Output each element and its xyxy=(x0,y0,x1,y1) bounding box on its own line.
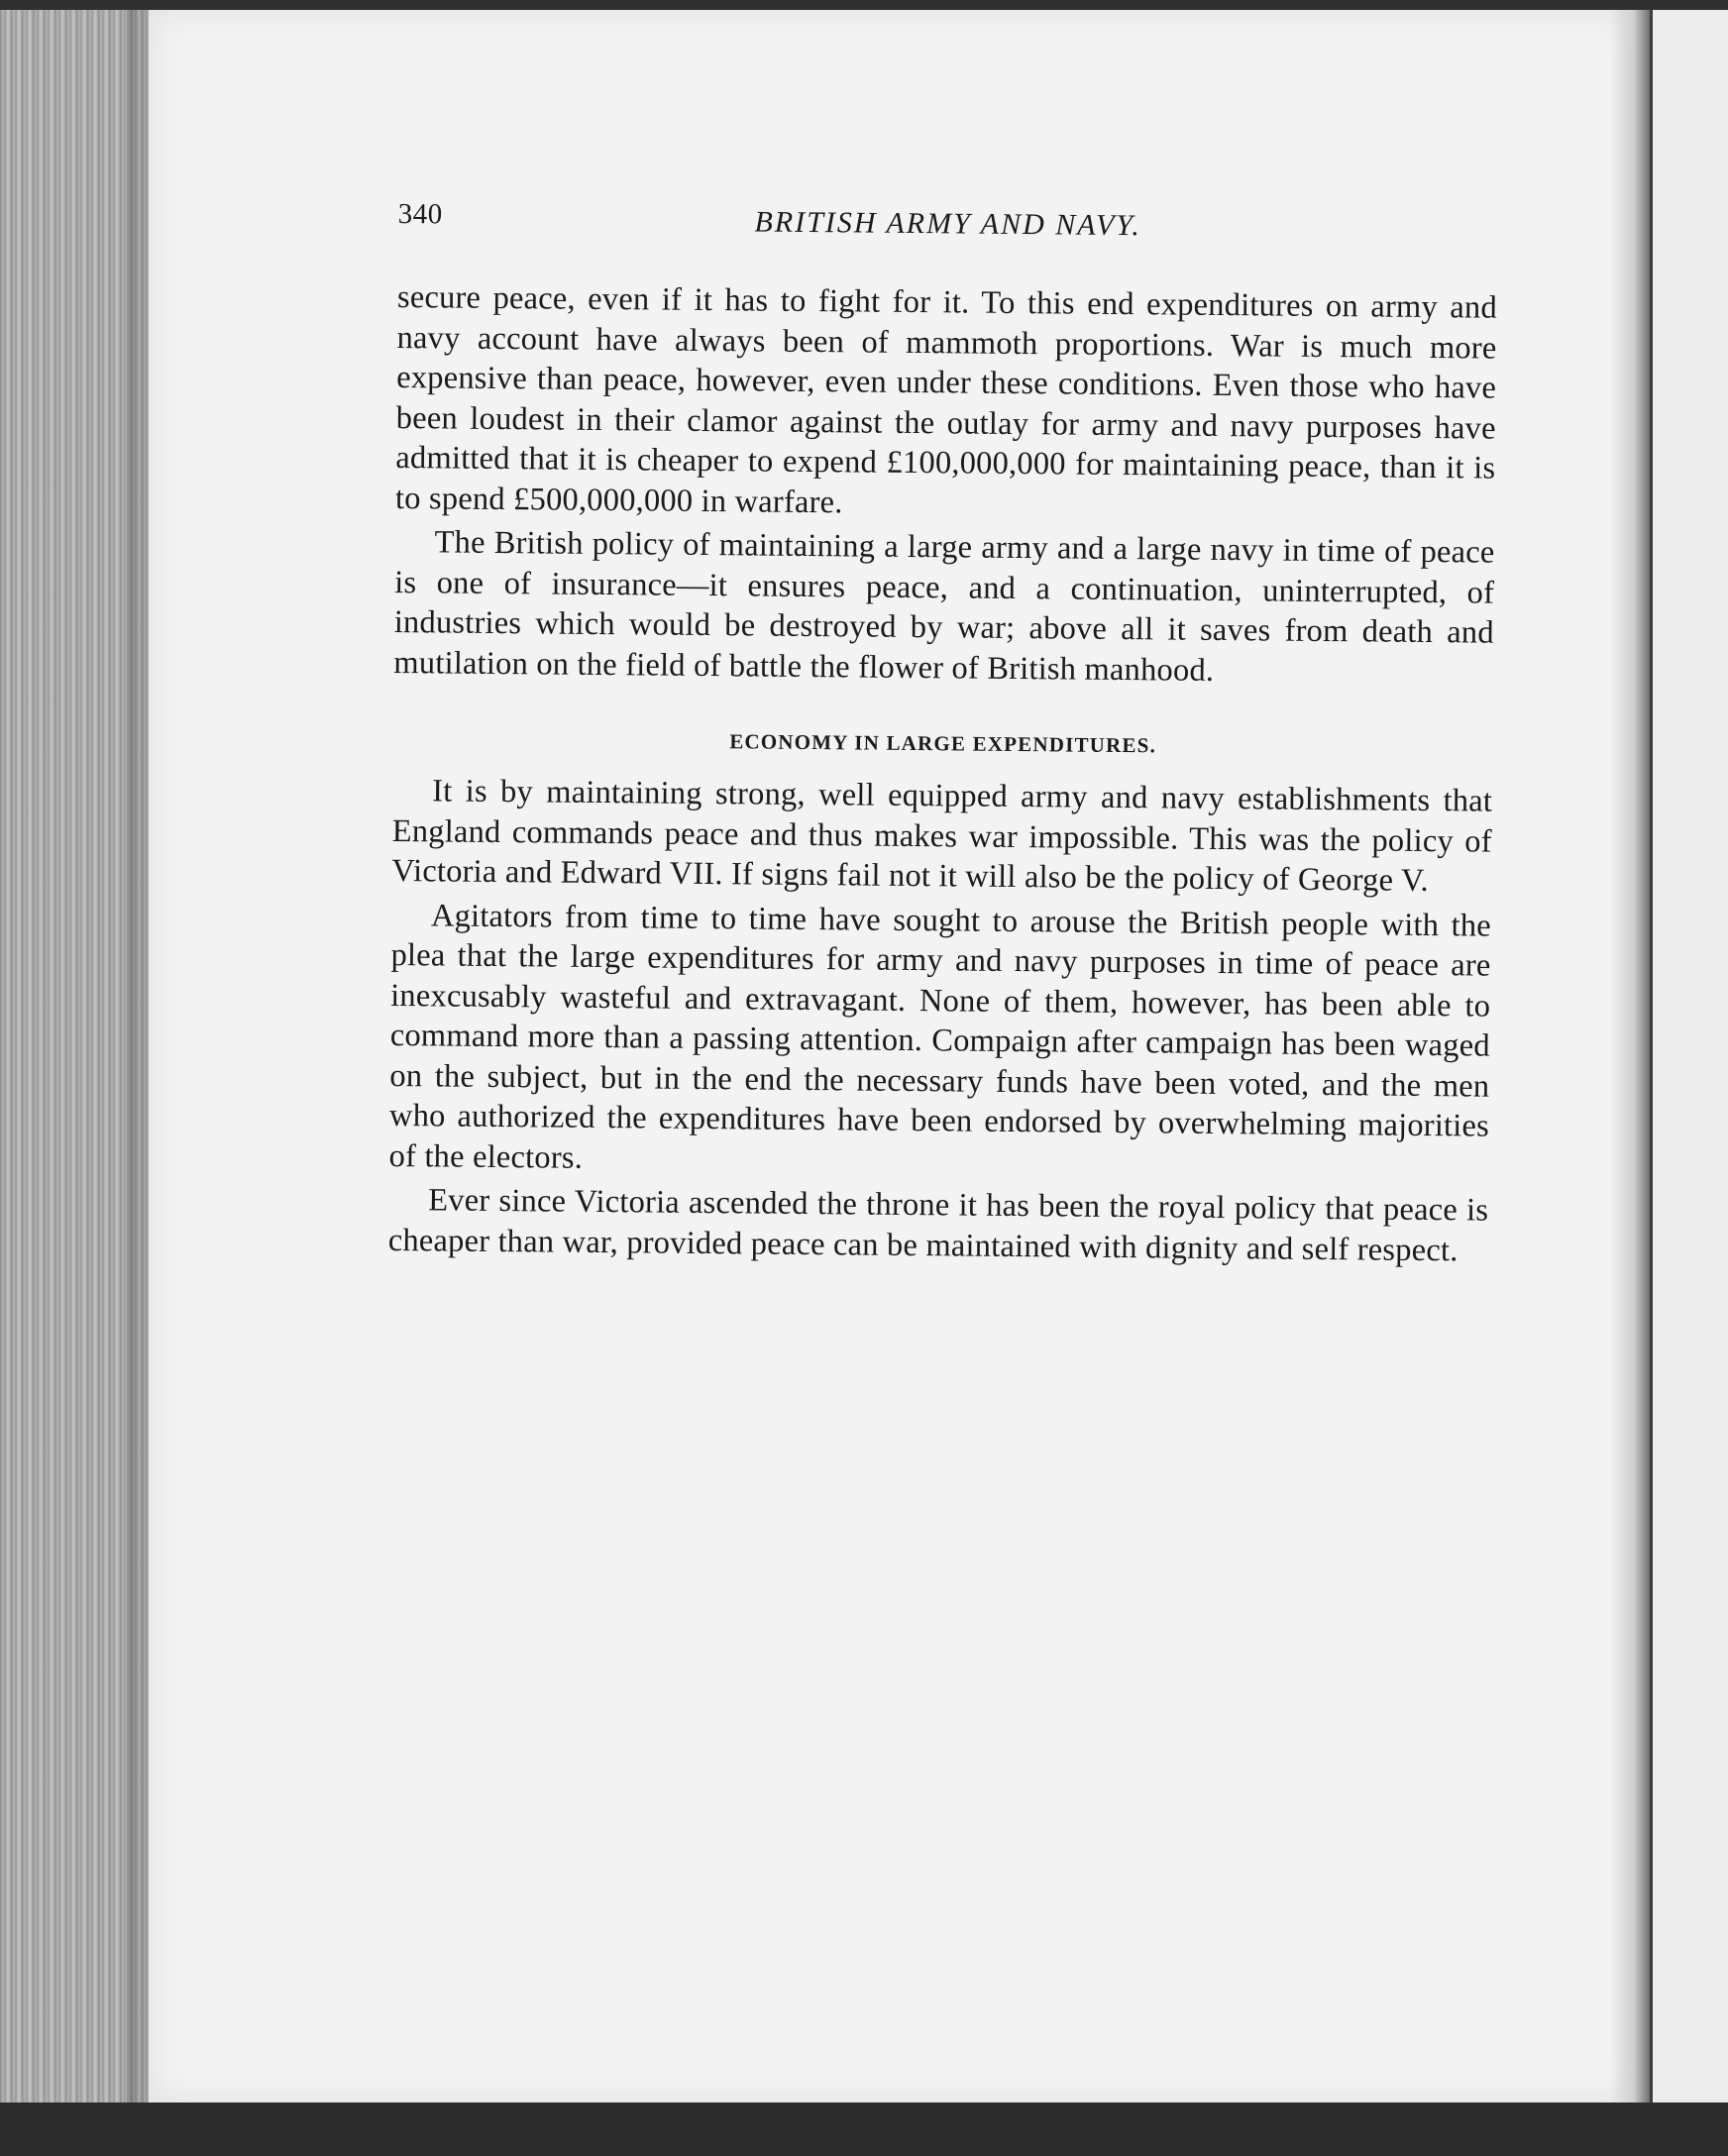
facing-page xyxy=(1650,10,1728,2102)
paragraph-continued: secure peace, even if it has to fight for it. To this end expenditures on army and navy account have always been of mammoth proportions. War is much more expensive than peace, however, even under these conditions. Even those who have been loudest in their clamor against the outlay for army and navy purposes have admitted that it is cheaper to expend £100,000,000 for maintaining peace, than it is to spend £500,000,000 in warfare. xyxy=(394,278,1498,520)
section-heading: ECONOMY IN LARGE EXPENDITURES. xyxy=(729,729,1157,758)
paragraph: Agitators from time to time have sought to arouse the British people with the plea that the large expenditures for army and navy purposes in time of peace are inexcusably wasteful and extravagant. None of them, however, has been able to command more than a passing attention. Compaign after campaign has been waged on the subject, but in the end the necessary funds have been voted, and the men who authorized the expenditures have been endorsed by overwhelming majorities of the electors. xyxy=(388,897,1492,1176)
scan-border-bottom xyxy=(0,2102,1728,2156)
paragraph: It is by maintaining strong, well equipped army and navy establishments that England commands peace and thus makes war impossible. This was the policy of Victoria and Edward VII. If signs fail not it will also be the policy of George V. xyxy=(391,773,1493,900)
page-number: 340 xyxy=(397,197,443,231)
page-edge-shadow xyxy=(127,10,151,2110)
running-head: BRITISH ARMY AND NAVY. xyxy=(754,205,1141,243)
book-gutter xyxy=(1610,10,1650,2102)
paragraph: The British policy of maintaining a large army and a large navy in time of peace is one of insurance—it ensures peace, and a continuation, uninterrupted, of industries which would be destroyed by war; above all it saves from death and mutilation on the field of battle the flower of British manhood. xyxy=(393,524,1495,689)
page-text-block xyxy=(388,188,1498,1275)
page-header xyxy=(397,188,1498,288)
paragraph: Ever since Victoria ascended the throne it has been the royal policy that peace is cheaper than war, provided peace can be maintained with dignity and self respect. xyxy=(387,1182,1489,1268)
